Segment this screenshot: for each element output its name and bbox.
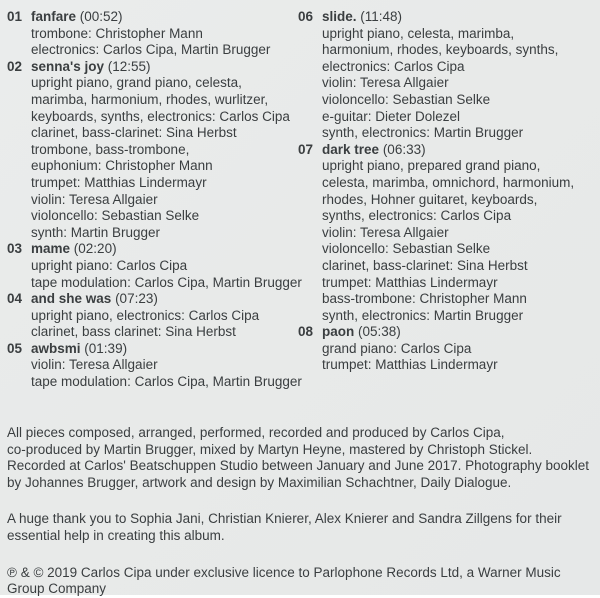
track-number: 06 <box>298 9 314 24</box>
track-credit-line: e-guitar: Dieter Dolezel <box>322 108 461 124</box>
track-credit-line: harmonium, rhodes, keyboards, synths, <box>322 42 559 58</box>
paragraph-line: by Johannes Brugger, artwork and design by Maximilian Schachtner, Daily Dialogue. <box>7 474 512 490</box>
track-credit-line: electronics: Carlos Cipa <box>322 58 465 74</box>
track-title-line <box>322 9 574 26</box>
track-title-line <box>31 9 302 26</box>
track-credit-line: synths, electronics: Carlos Cipa <box>322 208 512 224</box>
track-title-line <box>322 324 574 341</box>
track-credit-line: trumpet: Matthias Lindermayr <box>322 357 498 373</box>
track-body <box>31 341 302 391</box>
track-credit-line: violin: Teresa Allgaier <box>31 191 158 207</box>
paragraph-line: Group Company <box>7 581 107 597</box>
track-credit-line: upright piano, electronics: Carlos Cipa <box>31 307 260 323</box>
track-body <box>322 324 574 374</box>
track-credit-line: violin: Teresa Allgaier <box>31 357 158 373</box>
track-credit-line: trombone, bass-trombone, <box>31 141 190 157</box>
track-duration: (05:38) <box>358 324 401 340</box>
track-credit-line: bass-trombone: Christopher Mann <box>322 291 527 307</box>
track-title-line <box>31 241 302 258</box>
track-credit-line: synth, electronics: Martin Brugger <box>322 125 524 141</box>
track-list-right-column <box>298 9 574 374</box>
track-credit-line: trumpet: Matthias Lindermayr <box>31 174 207 190</box>
track-entry <box>7 9 302 59</box>
track-body <box>31 59 302 242</box>
track-number: 02 <box>7 58 23 74</box>
track-title: and she was <box>31 291 112 307</box>
track-number: 03 <box>7 241 23 257</box>
track-duration: (07:23) <box>115 291 158 307</box>
track-credit-line: electronics: Carlos Cipa, Martin Brugger <box>31 42 271 58</box>
track-title: dark tree <box>322 141 380 157</box>
track-title: slide. <box>322 9 357 24</box>
track-duration: (00:52) <box>79 9 123 24</box>
track-credit-line: keyboards, synths, electronics: Carlos Cipa <box>31 108 290 124</box>
track-entry <box>7 341 302 391</box>
track-entry <box>298 324 574 374</box>
track-entry <box>298 9 574 142</box>
track-entry <box>7 241 302 291</box>
track-entry <box>7 291 302 341</box>
track-title: senna's joy <box>31 58 104 74</box>
track-title-line <box>31 341 302 358</box>
track-number: 07 <box>298 141 314 157</box>
track-title-line <box>31 291 302 308</box>
track-credit-line: clarinet, bass-clarinet: Sina Herbst <box>322 257 528 273</box>
track-credit-line: tape modulation: Carlos Cipa, Martin Brugger <box>31 374 302 390</box>
track-number: 01 <box>7 9 23 24</box>
track-credit-line: tape modulation: Carlos Cipa, Martin Brugger <box>31 274 302 290</box>
track-list-left-column <box>7 9 302 391</box>
track-credit-line: upright piano, grand piano, celesta, <box>31 75 242 91</box>
track-credit-line: marimba, harmonium, rhodes, wurlitzer, <box>31 91 269 107</box>
track-credit-line: upright piano: Carlos Cipa <box>31 257 188 273</box>
track-duration: (12:55) <box>107 58 151 74</box>
track-credit-line: upright piano, celesta, marimba, <box>322 25 515 41</box>
track-credit-line: violin: Teresa Allgaier <box>322 75 449 91</box>
track-credit-line: violoncello: Sebastian Selke <box>322 91 491 107</box>
track-credit-line: celesta, marimba, omnichord, harmonium, <box>322 174 575 190</box>
track-body <box>322 142 574 325</box>
track-body <box>31 241 302 291</box>
paragraph-line: co-produced by Martin Brugger, mixed by Martyn Heyne, mastered by Christoph Stickel. <box>7 441 533 457</box>
track-credit-line: euphonium: Christopher Mann <box>31 158 213 174</box>
track-duration: (11:48) <box>360 9 403 24</box>
track-duration: (02:20) <box>73 241 117 257</box>
track-credit-line: clarinet, bass-clarinet: Sina Herbst <box>31 125 237 141</box>
track-duration: (01:39) <box>84 340 128 356</box>
track-credit-line: rhodes, Hohner guitaret, keyboards, <box>322 191 538 207</box>
track-credit-line: trombone: Christopher Mann <box>31 25 203 41</box>
track-number: 05 <box>7 340 23 356</box>
track-credit-line: synth, electronics: Martin Brugger <box>322 307 524 323</box>
track-body <box>322 9 574 142</box>
track-title: awbsmi <box>31 340 81 356</box>
track-title: paon <box>322 324 355 340</box>
paragraph-line: All pieces composed, arranged, performed, recorded and produced by Carlos Cipa, <box>7 425 505 440</box>
track-credit-line: clarinet, bass clarinet: Sina Herbst <box>31 324 236 340</box>
track-credit-line: synth: Martin Brugger <box>31 224 161 240</box>
production-credits-paragraph <box>7 425 596 491</box>
track-credit-line: violoncello: Sebastian Selke <box>31 208 200 224</box>
track-credit-line: grand piano: Carlos Cipa <box>322 340 472 356</box>
track-title: mame <box>31 241 71 257</box>
credits-footer <box>7 425 596 598</box>
track-credit-line: upright piano, prepared grand piano, <box>322 158 541 174</box>
track-credit-line: violoncello: Sebastian Selke <box>322 241 491 257</box>
copyright-paragraph <box>7 565 596 598</box>
track-title-line <box>31 59 302 76</box>
track-body <box>31 291 302 341</box>
track-title-line <box>322 142 574 159</box>
track-credit-line: trumpet: Matthias Lindermayr <box>322 274 498 290</box>
track-duration: (06:33) <box>382 141 426 157</box>
paragraph-line: essential help in creating this album. <box>7 527 225 543</box>
paragraph-line: A huge thank you to Sophia Jani, Christian Knierer, Alex Knierer and Sandra Zillgens for their <box>7 511 562 527</box>
track-entry <box>298 142 574 325</box>
track-number: 08 <box>298 324 314 340</box>
thanks-paragraph <box>7 511 596 544</box>
paragraph-line: Recorded at Carlos' Beatschuppen Studio between January and June 2017. Photography booklet <box>7 458 589 474</box>
track-number: 04 <box>7 291 23 307</box>
track-title: fanfare <box>31 9 77 24</box>
track-entry <box>7 59 302 242</box>
track-credit-line: violin: Teresa Allgaier <box>322 224 449 240</box>
paragraph-line: ℗ & © 2019 Carlos Cipa under exclusive licence to Parlophone Records Ltd, a Warner Music <box>7 564 561 580</box>
track-body <box>31 9 302 59</box>
